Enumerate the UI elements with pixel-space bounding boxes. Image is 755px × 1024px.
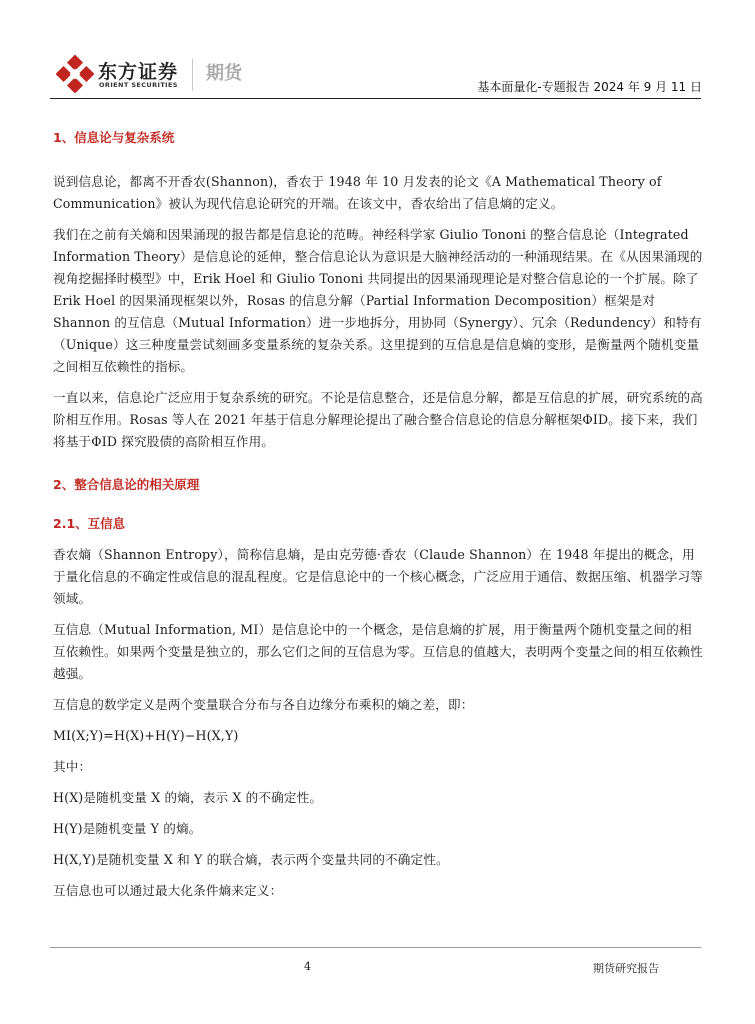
- section-2-heading: 2、整合信息论的相关原理: [53, 477, 200, 492]
- footer-label: 期货研究报告: [593, 962, 659, 975]
- header-divider: [50, 98, 701, 99]
- section-1-heading: 1、信息论与复杂系统: [53, 130, 175, 145]
- paragraph: 一直以来，信息论广泛应用于复杂系统的研究。不论是信息整合，还是信息分解，都是互信息的扩展，研究系统的高阶相互作用。Rosas 等人在 2021 年基于信息分解理论提出了融合整合信息论的信息分解框架ΦID。接下来，我们将基于ΦID 探究股债的高阶相互作用。: [53, 390, 703, 449]
- paragraph: H(Y)是随机变量 Y 的熵。: [53, 821, 202, 836]
- page-header: [52, 55, 702, 97]
- brand-divider: [192, 59, 193, 91]
- paragraph: 互信息（Mutual Information, MI）是信息论中的一个概念，是信息熵的扩展，用于衡量两个随机变量之间的相互依赖性。如果两个变量是独立的，那么它们之间的互信息为零。互信息的值越大，表明两个变量之间的相互依赖性越强。: [53, 622, 703, 681]
- formula: MI(X;Y)=H(X)+H(Y)−H(X,Y): [53, 728, 239, 743]
- paragraph: 互信息也可以通过最大化条件熵来定义：: [53, 883, 283, 898]
- paragraph: H(X,Y)是随机变量 X 和 Y 的联合熵，表示两个变量共同的不确定性。: [53, 852, 449, 867]
- brand-name-english: ORIENT SECURITIES: [99, 81, 178, 89]
- page-content: [53, 128, 703, 902]
- paragraph: 互信息的数学定义是两个变量联合分布与各自边缘分布乘积的熵之差，即：: [53, 697, 474, 712]
- orient-securities-logo-icon: [56, 55, 94, 93]
- paragraph: 说到信息论，都离不开香农(Shannon)，香农于 1948 年 10 月发表的论文《A Mathematical Theory of Communication》被认为现代信息论研究的开端。在该文中，香农给出了信息熵的定义。: [53, 174, 662, 211]
- paragraph: H(X)是随机变量 X 的熵，表示 X 的不确定性。: [53, 790, 323, 805]
- paragraph: 其中：: [53, 759, 92, 774]
- paragraph: 香农熵（Shannon Entropy），简称信息熵，是由克劳德·香农（Claude Shannon）在 1948 年提出的概念，用于量化信息的不确定性或信息的混乱程度。它是信息论中的一个核心概念，广泛应用于通信、数据压缩、机器学习等领域。: [53, 547, 703, 606]
- brand-name: 东方证券: [98, 61, 179, 83]
- footer-divider: [50, 947, 701, 948]
- brand-subtitle: 期货: [206, 63, 242, 84]
- page-number: 4: [304, 960, 311, 973]
- paragraph: 我们在之前有关熵和因果涌现的报告都是信息论的范畴。神经科学家 Giulio Tononi 的整合信息论（Integrated Information Theory）是信息论的延伸，整合信息论认为意识是大脑神经活动的一种涌现结果。在《从因果涌现的视角挖掘择时模型》中，Erik Hoel 和 Giulio Tononi 共同提出的因果涌现理论是对整合信息论的一个扩展。除了 Erik Hoel 的因果涌现框架以外，Rosas 的信息分解（Partial Information Decomposition）框架是对 Shannon 的互信息（Mutual Information）进一步地拆分，用协同（Synergy）、冗余（Redundency）和特有（Unique）这三种度量尝试刻画多变量系统的复杂关系。这里提到的互信息是信息熵的变形，是衡量两个随机变量之间相互依赖性的指标。: [53, 227, 703, 374]
- report-title: 基本面量化-专题报告 2024 年 9 月 11 日: [477, 80, 702, 94]
- subsection-2-1-heading: 2.1、互信息: [53, 516, 126, 531]
